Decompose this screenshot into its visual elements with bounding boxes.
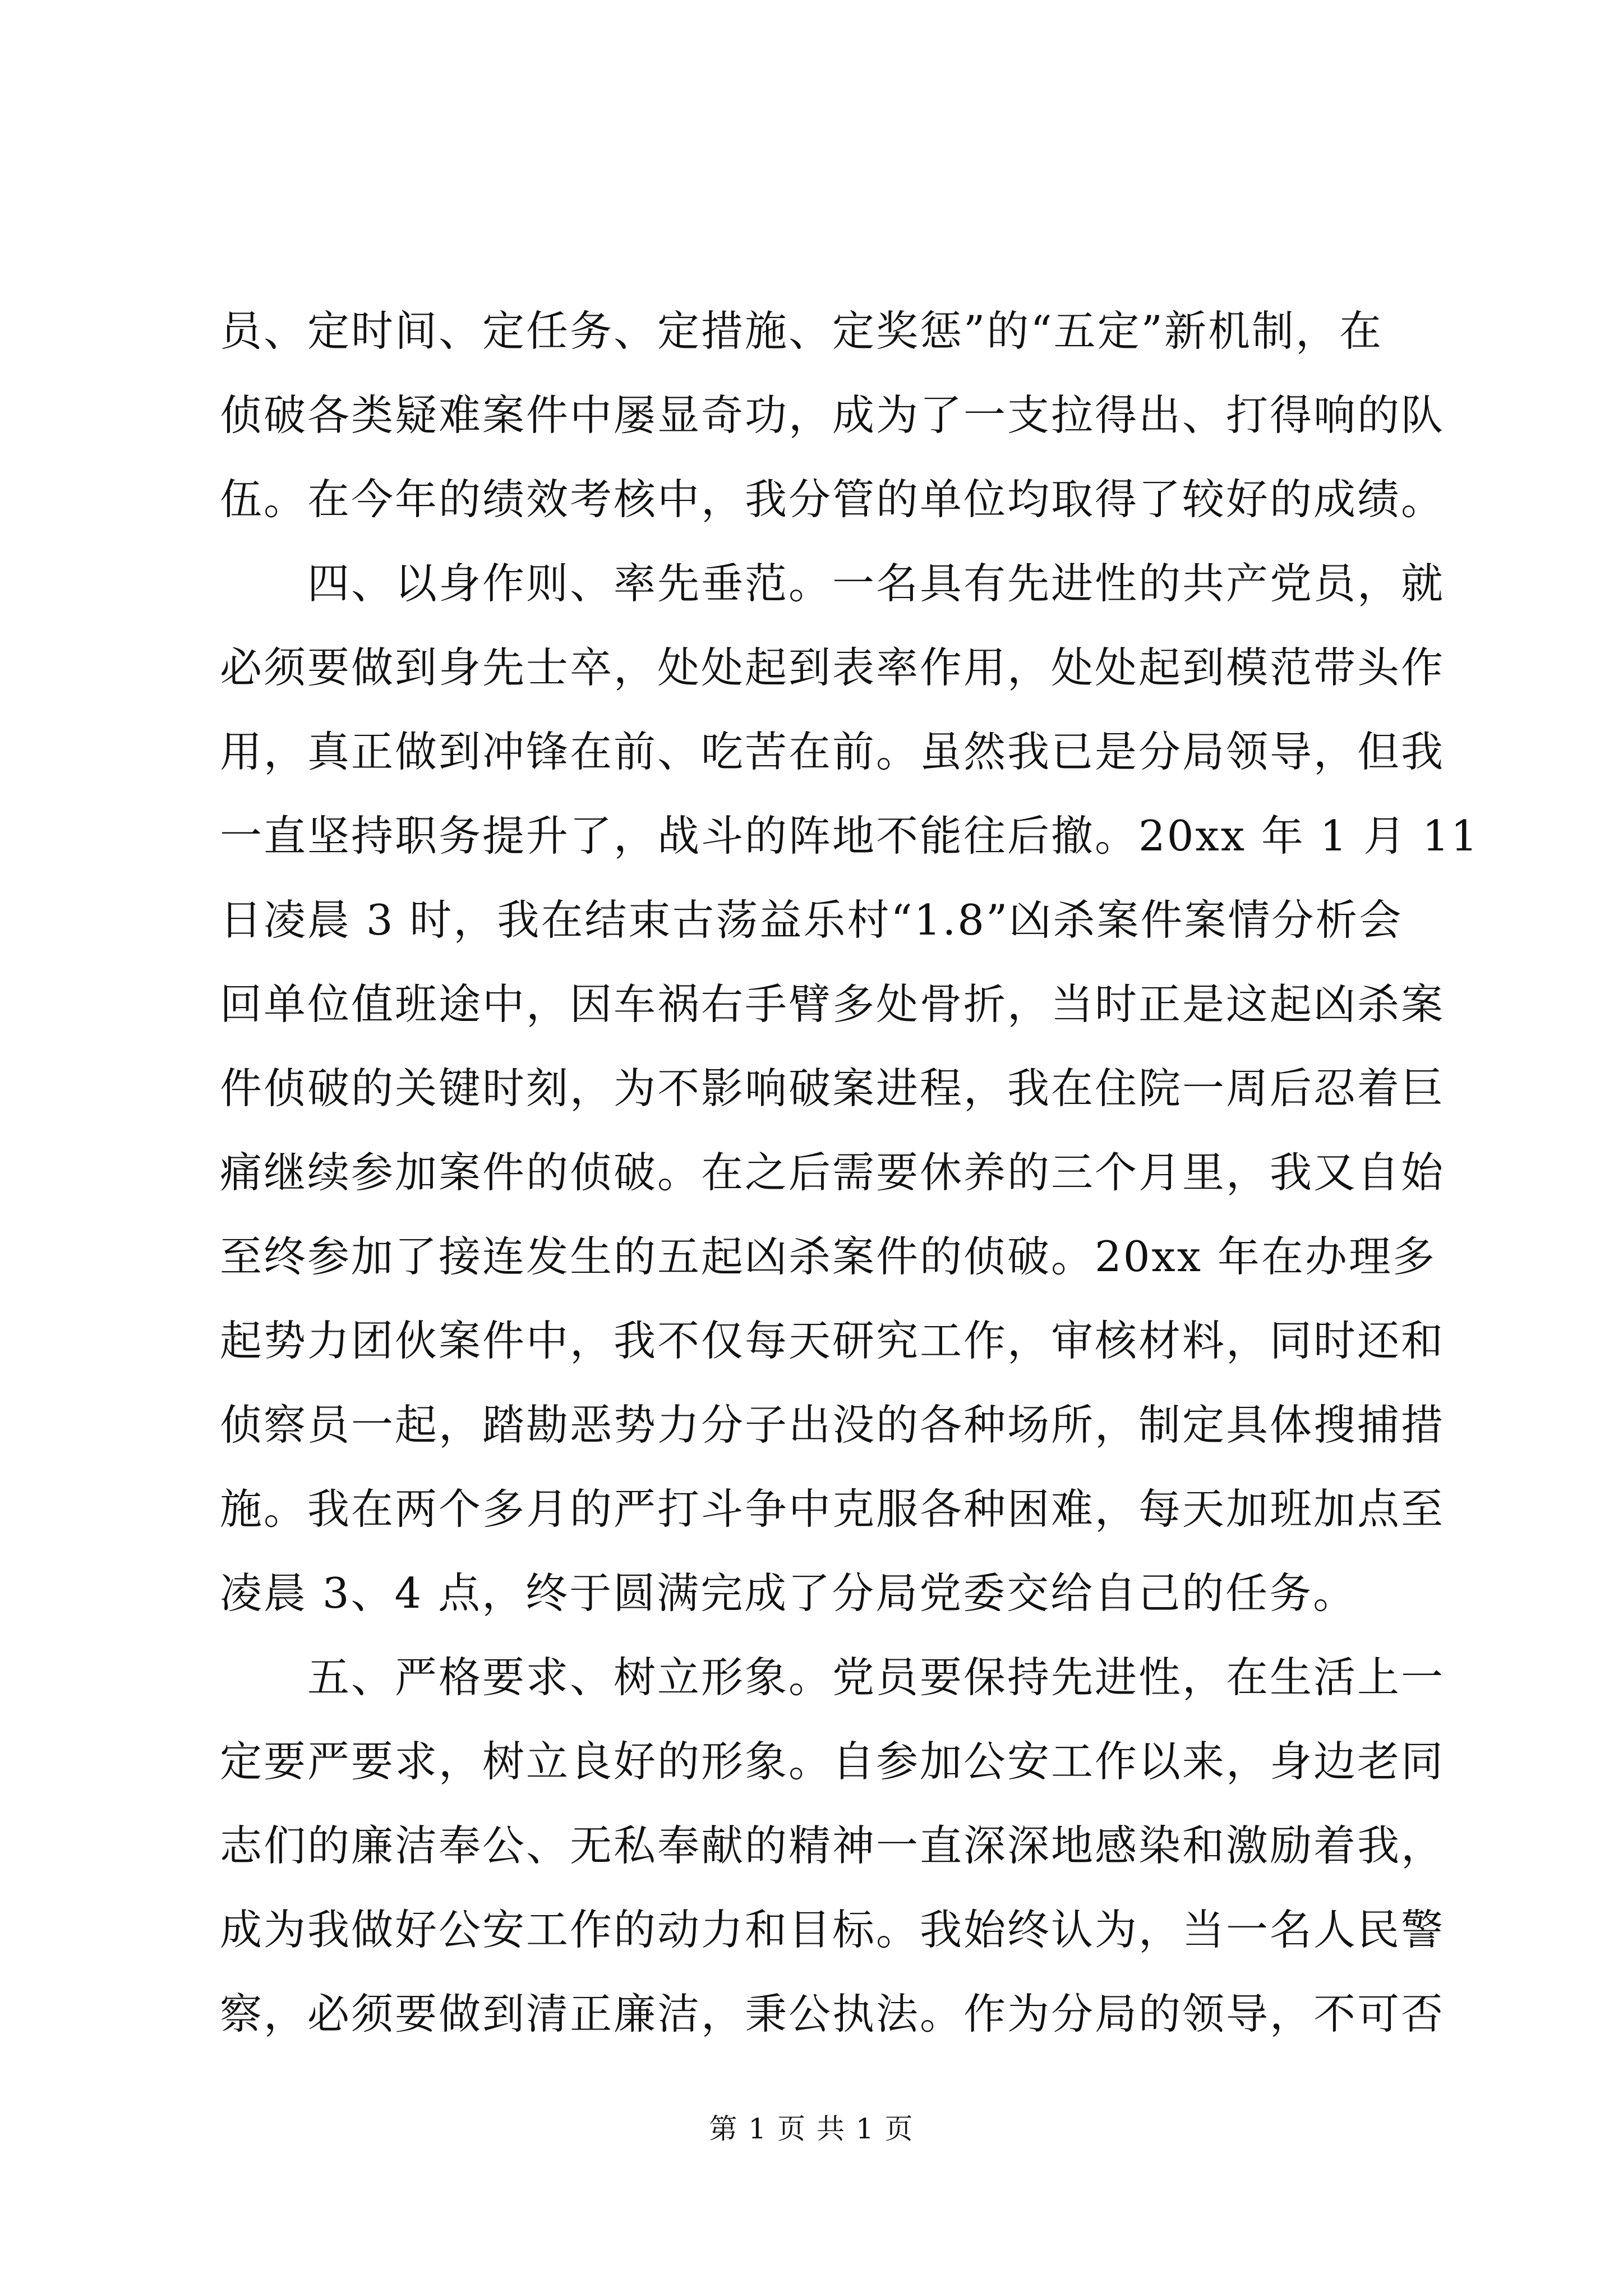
text-line: 侦察员一起，踏勘恶势力分子出没的各种场所，制定具体搜捕措 <box>220 1400 1445 1450</box>
text-line: 必须要做到身先士卒，处处起到表率作用，处处起到模范带头作 <box>220 643 1445 692</box>
text-line: 定要严要求，树立良好的形象。自参加公安工作以来，身边老同 <box>220 1737 1445 1786</box>
text-line: 日凌晨 3 时，我在结束古荡益乐村“1.8”凶杀案件案情分析会 <box>220 895 1403 945</box>
text-line: 员、定时间、定任务、定措施、定奖惩”的“五定”新机制，在 <box>220 306 1384 356</box>
text-line: 成为我做好公安工作的动力和目标。我始终认为，当一名人民警 <box>220 1905 1445 1954</box>
text-line: 志们的廉洁奉公、无私奉献的精神一直深深地感染和激励着我， <box>220 1821 1445 1870</box>
text-line: 四、以身作则、率先垂范。一名具有先进性的共产党员，就 <box>220 559 1445 608</box>
text-line: 件侦破的关键时刻，为不影响破案进程，我在住院一周后忍着巨 <box>220 1064 1445 1113</box>
text-line: 用，真正做到冲锋在前、吃苦在前。虽然我已是分局领导，但我 <box>220 727 1445 776</box>
text-line: 回单位值班途中，因车祸右手臂多处骨折，当时正是这起凶杀案 <box>220 979 1445 1029</box>
text-line: 痛继续参加案件的侦破。在之后需要休养的三个月里，我又自始 <box>220 1148 1445 1197</box>
text-line: 至终参加了接连发生的五起凶杀案件的侦破。20xx 年在办理多 <box>220 1232 1436 1281</box>
page-footer: 第 1 页 共 1 页 <box>709 2113 914 2145</box>
text-line: 一直坚持职务提升了，战斗的阵地不能往后撤。20xx 年 1 月 11 <box>220 811 1479 861</box>
text-line: 察，必须要做到清正廉洁，秉公执法。作为分局的领导，不可否 <box>220 1989 1445 2039</box>
text-line: 起势力团伙案件中，我不仅每天研究工作，审核材料，同时还和 <box>220 1316 1445 1365</box>
text-line: 凌晨 3、4 点，终于圆满完成了分局党委交给自己的任务。 <box>220 1568 1357 1618</box>
text-line: 五、严格要求、树立形象。党员要保持先进性，在生活上一 <box>220 1653 1445 1702</box>
text-line: 伍。在今年的绩效考核中，我分管的单位均取得了较好的成绩。 <box>220 475 1445 524</box>
text-line: 侦破各类疑难案件中屡显奇功，成为了一支拉得出、打得响的队 <box>220 390 1445 440</box>
text-line: 施。我在两个多月的严打斗争中克服各种困难，每天加班加点至 <box>220 1484 1445 1534</box>
